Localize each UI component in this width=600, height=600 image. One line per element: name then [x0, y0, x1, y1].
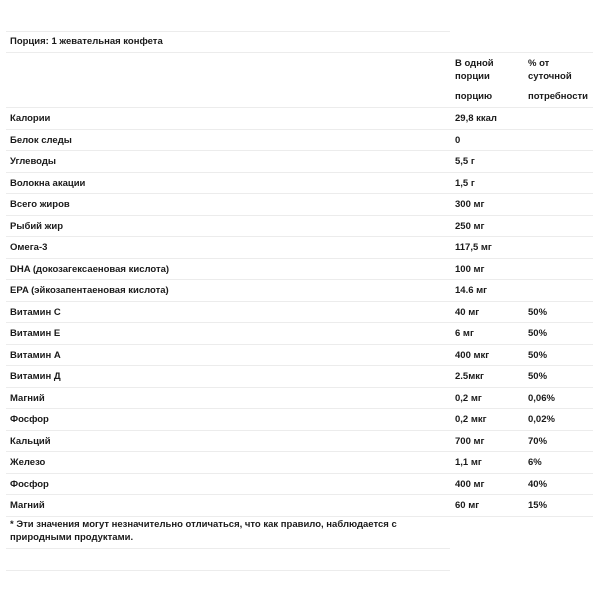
- header-per-serving-line1: В одной: [455, 58, 494, 69]
- header-per-serving-line2: порции: [455, 71, 490, 82]
- nutrient-name: Волокна акации: [10, 177, 86, 189]
- footnote-divider: [6, 548, 450, 549]
- bottom-divider: [6, 570, 450, 571]
- nutrient-amount: 100 мг: [455, 263, 485, 275]
- nutrient-amount: 0,2 мкг: [455, 414, 487, 425]
- nutrient-name: Рыбий жир: [10, 220, 64, 232]
- nutrient-daily-percent: 40%: [528, 478, 548, 490]
- nutrient-name: Витамин Е: [10, 328, 61, 339]
- nutrient-amount: 40 мг: [455, 306, 480, 318]
- nutrient-amount: 0: [455, 134, 461, 146]
- table-row: [6, 151, 593, 173]
- nutrient-name: Углеводы: [10, 156, 56, 167]
- header-daily-value-unit: потребности: [528, 91, 588, 102]
- footnote: * Эти значения могут незначительно отличаться, что как правило, наблюдается с природными продуктами.: [10, 519, 397, 543]
- nutrient-name: Кальций: [10, 435, 51, 447]
- table-row: [6, 495, 593, 517]
- top-divider: [6, 31, 450, 32]
- nutrient-amount: 400 мкг: [455, 349, 490, 361]
- nutrient-amount: 400 мг: [455, 478, 485, 490]
- nutrient-name: Фосфор: [10, 414, 49, 425]
- table-row: [6, 323, 593, 345]
- nutrient-daily-percent: 0,02%: [528, 414, 555, 425]
- table-row: [6, 302, 593, 324]
- nutrient-daily-percent: 50%: [528, 328, 548, 339]
- nutrient-amount: 300 мг: [455, 199, 485, 210]
- table-row: [6, 366, 593, 388]
- nutrient-name: Магний: [10, 500, 45, 511]
- serving-divider: [6, 52, 593, 53]
- nutrient-name: Витамин С: [10, 306, 61, 318]
- header-per-serving-unit: порцию: [455, 91, 493, 102]
- table-row: [6, 173, 593, 195]
- table-row: [6, 216, 593, 238]
- nutrient-amount: 0,2 мг: [455, 392, 482, 404]
- nutrient-amount: 6 мг: [455, 328, 474, 339]
- table-row: [6, 452, 593, 474]
- nutrient-daily-percent: 70%: [528, 435, 548, 447]
- table-row: [6, 280, 593, 302]
- nutrient-amount: 117,5 мг: [455, 242, 492, 253]
- header-daily-value: [528, 57, 572, 83]
- nutrient-amount: 1,1 мг: [455, 457, 482, 468]
- nutrient-daily-percent: 0,06%: [528, 392, 555, 404]
- table-row: [6, 431, 593, 453]
- nutrient-amount: 29,8 ккал: [455, 113, 497, 124]
- nutrient-name: Магний: [10, 392, 45, 404]
- nutrient-amount: 2.5мкг: [455, 371, 484, 382]
- nutrient-name: Всего жиров: [10, 199, 70, 210]
- nutrient-name: Омега-3: [10, 242, 48, 253]
- nutrient-name: Белок следы: [10, 134, 72, 146]
- nutrient-amount: 700 мг: [455, 435, 485, 447]
- header-daily-line2: суточной: [528, 71, 572, 82]
- table-row: [6, 130, 593, 152]
- nutrient-amount: 14.6 мг: [455, 285, 488, 296]
- nutrient-name: EPA (эйкозапентаеновая кислота): [10, 285, 169, 296]
- table-row: [6, 259, 593, 281]
- nutrient-amount: 1,5 г: [455, 177, 475, 189]
- nutrient-name: Витамин Д: [10, 371, 61, 382]
- table-row: [6, 194, 593, 216]
- nutrient-amount: 60 мг: [455, 500, 480, 511]
- serving-size-label: Порция: 1 жевательная конфета: [10, 36, 163, 47]
- nutrient-amount: 250 мг: [455, 220, 485, 232]
- table-row: [6, 237, 593, 259]
- header-per-serving: [455, 57, 494, 83]
- nutrient-daily-percent: 15%: [528, 500, 548, 511]
- nutrient-daily-percent: 50%: [528, 306, 548, 318]
- table-row: [6, 108, 593, 130]
- nutrient-name: Фосфор: [10, 478, 49, 490]
- header-daily-line1: % от: [528, 58, 550, 69]
- table-row: [6, 345, 593, 367]
- nutrient-name: Витамин А: [10, 349, 61, 361]
- table-row: [6, 409, 593, 431]
- nutrient-daily-percent: 50%: [528, 371, 548, 382]
- nutrient-amount: 5,5 г: [455, 156, 475, 167]
- nutrient-name: Калории: [10, 113, 51, 124]
- table-row: [6, 474, 593, 496]
- nutrient-name: Железо: [10, 457, 46, 468]
- nutrient-daily-percent: 6%: [528, 457, 542, 468]
- table-row: [6, 388, 593, 410]
- nutrient-daily-percent: 50%: [528, 349, 548, 361]
- nutrient-name: DHA (докозагексаеновая кислота): [10, 263, 170, 275]
